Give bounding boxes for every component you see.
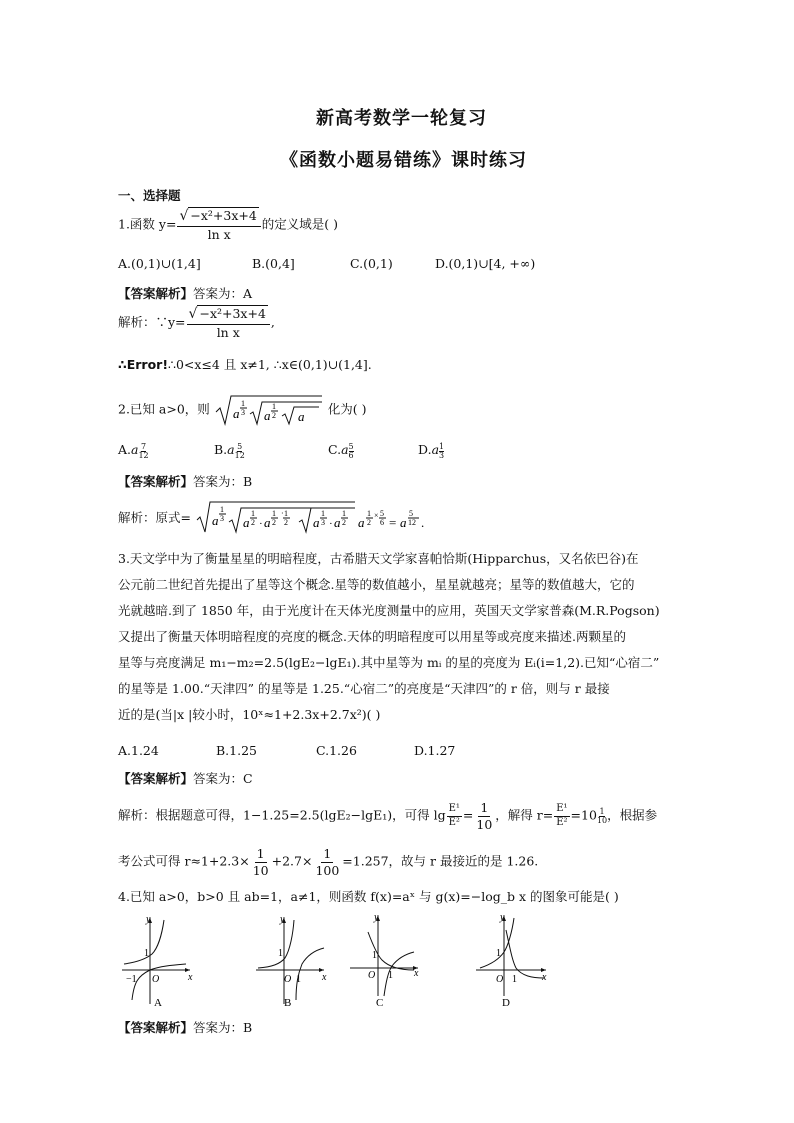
svg-text:1: 1 — [144, 948, 149, 959]
svg-text:2: 2 — [271, 518, 276, 527]
svg-text:1: 1 — [366, 509, 371, 518]
svg-text:2: 2 — [366, 518, 371, 527]
q4-graph-a-label: A — [154, 997, 162, 1009]
q3-stem: 3.天文学中为了衡量星星的明暗程度，古希腊天文学家喜帕恰斯(Hipparchus，又名依巴谷)在 公元前二世纪首先提出了星等这个概念.星等的数值越小，星星就越亮；星等的数值越大，它的 光就越暗.到了 1850 年，由于光度计在天体光度测量中的应用，英国天文学家普森(M.R.Pogson) 又提出了衡量天体明暗程度的亮度的概念.天体的明暗程度可以用星等或亮度来描述.两颗星的 星等与亮度满足 m₁−m₂=2.5(lgE₂−lgE₁).其中星等为 mᵢ 的星的亮度为 Eᵢ(i=1,2).已知“心宿二” 的星等是 1.00.“天津四” 的星等是 1.25.“心宿二”的亮度是“天津四”的 r 倍，则与 r 最接 近的是(当|x |较小时，10ˣ≈1+2.3x+2.7x²)( ) — [118, 551, 660, 722]
q1-suffix: 的定义域是( ) — [261, 216, 339, 232]
q3-option-c[interactable]: C.1.26 — [316, 743, 357, 758]
svg-text:1: 1 — [271, 509, 276, 518]
svg-text:3: 3 — [320, 518, 325, 527]
svg-text:1: 1 — [388, 970, 393, 981]
q4-graph-a[interactable] — [118, 912, 198, 1012]
svg-text:=: = — [388, 515, 397, 530]
svg-text:x: x — [414, 968, 419, 979]
q1-option-d[interactable]: D.(0,1)∪[4, +∞) — [435, 256, 536, 271]
svg-text:5: 5 — [379, 509, 384, 518]
svg-text:5: 5 — [408, 509, 413, 518]
q1-solution: 解析：∵y= $\frac{\text{√ −x²+3x+4}}{\text{ln x}}$ , — [118, 306, 275, 340]
svg-text:a: a — [333, 515, 341, 530]
svg-text:O: O — [368, 970, 376, 981]
q4-graph-b[interactable] — [252, 912, 332, 1012]
svg-text:a: a — [312, 515, 320, 530]
q4-graph-b-label: B — [284, 997, 292, 1009]
q2-nested-radical — [214, 394, 324, 426]
q4-answer: 【答案解析】答案为：B — [118, 1020, 253, 1035]
svg-text:3: 3 — [240, 408, 245, 417]
q2-option-a[interactable]: A.a $\frac{7}{12}$ — [118, 441, 149, 460]
svg-text:a: a — [297, 409, 305, 424]
q3-solution-line1: 解析：根据题意可得，1−1.25=2.5(lgE₂−lgE₁)，可得 lg $\frac{\text{E¹}}{\text{E²}}$ = $\frac{1}{10}$ ，解得 r= $\frac{\text{E¹}}{\text{E²}}$ =10 $\frac{1}{10}$ ，根据参 — [118, 800, 658, 832]
q2-stem: 2.已知 a>0，则 a 1 3 a 1 2 a 化为( ) — [118, 394, 366, 426]
svg-text:·: · — [328, 518, 333, 530]
svg-text:1: 1 — [219, 505, 224, 514]
svg-text:1: 1 — [240, 399, 245, 408]
q1-prefix: 1.函数 y= — [118, 216, 177, 232]
svg-text:.: . — [420, 515, 425, 530]
svg-text:y: y — [280, 914, 285, 925]
section-heading: 一、选择题 — [118, 188, 181, 203]
svg-text:a: a — [263, 408, 271, 423]
q3-option-d[interactable]: D.1.27 — [414, 743, 456, 758]
svg-text:a: a — [242, 515, 250, 530]
svg-text:y: y — [500, 912, 505, 923]
q4-graph-c[interactable] — [346, 912, 426, 1012]
svg-text:2: 2 — [341, 518, 346, 527]
q2-options — [118, 436, 578, 462]
svg-text:2: 2 — [283, 518, 288, 527]
svg-text:1: 1 — [372, 950, 377, 961]
q2-solution: 解析：原式= a 1 3 a 1 2 · a 1 2 · 1 2 a 1 3 · a 1 2 a 1 2 × 5 6 = a 5 12 . — [118, 500, 465, 534]
page-title: 新高考数学一轮复习 — [316, 108, 487, 129]
svg-text:12: 12 — [407, 518, 416, 527]
svg-text:1: 1 — [320, 509, 325, 518]
q4-graph-d-label: D — [502, 997, 510, 1009]
svg-text:x: x — [322, 972, 327, 983]
q2-option-d[interactable]: D.a $\frac{1}{3}$ — [418, 441, 445, 460]
q1-option-b[interactable]: B.(0,4] — [252, 256, 295, 271]
q3-option-a[interactable]: A.1.24 — [118, 743, 159, 758]
svg-text:x: x — [188, 972, 193, 983]
svg-text:1: 1 — [250, 509, 255, 518]
q1-answer: 【答案解析】答案为：A — [118, 286, 253, 301]
svg-text:a: a — [211, 513, 219, 528]
q4-stem: 4.已知 a>0，b>0 且 ab=1，a≠1，则函数 f(x)=aˣ 与 g(x)=−log_b x 的图象可能是( ) — [118, 889, 619, 904]
q1-denominator: ln x — [207, 226, 231, 242]
svg-text:×: × — [373, 511, 379, 520]
svg-text:1: 1 — [283, 509, 288, 518]
svg-text:a: a — [263, 515, 271, 530]
q2-solution-expression — [195, 500, 465, 534]
q3-option-b[interactable]: B.1.25 — [216, 743, 257, 758]
q2-option-b[interactable]: B.a $\frac{5}{12}$ — [214, 441, 245, 460]
q2-option-c[interactable]: C.a $\frac{5}{6}$ — [328, 441, 354, 460]
q4-graph-d[interactable] — [472, 912, 552, 1012]
svg-text:1: 1 — [271, 402, 276, 411]
svg-text:2: 2 — [271, 411, 276, 420]
q2-answer: 【答案解析】答案为：B — [118, 474, 253, 489]
svg-text:O: O — [152, 974, 160, 985]
q1-option-c[interactable]: C.(0,1) — [350, 256, 393, 271]
q1-option-a[interactable]: A.(0,1)∪(1,4] — [118, 256, 201, 271]
q3-solution-line2: 考公式可得 r≈1+2.3× $\frac{1}{10}$ +2.7× $\frac{1}{100}$ =1.257，故与 r 最接近的是 1.26. — [118, 846, 539, 878]
q1-solution-line2: ∴Error!∴0<x≤4 且 x≠1, ∴x∈(0,1)∪(1,4]. — [118, 357, 372, 372]
svg-text:y: y — [374, 912, 379, 923]
svg-text:a: a — [232, 406, 240, 421]
svg-text:a: a — [399, 515, 407, 530]
q1-stem — [118, 208, 338, 242]
svg-text:1: 1 — [496, 948, 501, 959]
svg-text:2: 2 — [250, 518, 255, 527]
svg-text:O: O — [496, 974, 504, 985]
svg-text:6: 6 — [379, 518, 384, 527]
svg-text:−1: −1 — [126, 974, 137, 985]
svg-text:1: 1 — [278, 948, 283, 959]
svg-text:O: O — [284, 974, 292, 985]
svg-text:·: · — [258, 518, 263, 530]
q1-numerator: −x²+3x+4 — [190, 208, 257, 223]
svg-text:x: x — [542, 972, 547, 983]
svg-text:1: 1 — [512, 974, 517, 985]
svg-text:1: 1 — [296, 974, 301, 985]
q4-graph-c-label: C — [376, 997, 384, 1009]
answer-tag: 【答案解析】 — [118, 286, 194, 301]
q3-answer: 【答案解析】答案为：C — [118, 771, 253, 786]
q1-fraction: $\frac{\text{√ −x²+3x+4}}{\text{ln x}}$ — [177, 208, 260, 242]
page-subtitle: 《函数小题易错练》课时练习 — [280, 150, 527, 171]
svg-text:1: 1 — [341, 509, 346, 518]
svg-text:·: · — [280, 509, 284, 518]
svg-text:3: 3 — [219, 514, 224, 523]
svg-text:y: y — [146, 914, 151, 925]
svg-text:a: a — [357, 515, 365, 530]
